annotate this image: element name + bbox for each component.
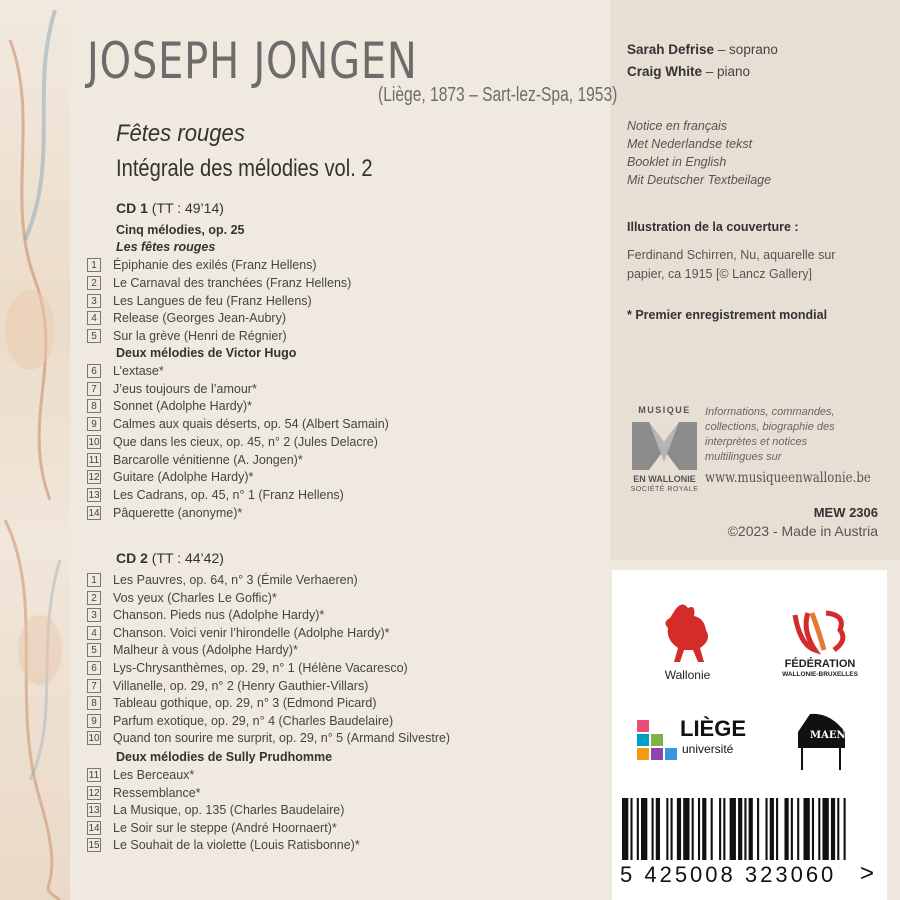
track-number: 9	[87, 417, 101, 431]
track-number: 15	[88, 840, 100, 852]
label-info: Informations, commandes, collections, biographie des interprètes et notices multilingues sur	[705, 406, 835, 463]
track-title: Chanson. Voici venir l’hirondelle (Adolphe Hardy)*	[113, 625, 390, 640]
barcode-arrow: >	[860, 860, 875, 887]
barcode	[622, 798, 852, 860]
performer-1	[627, 42, 778, 57]
notice-fr: Notice en français	[627, 119, 728, 133]
performer-1-role: – soprano	[714, 42, 778, 57]
notice-nl: Met Nederlandse tekst	[627, 137, 753, 151]
illustration-heading: Illustration de la couverture :	[627, 220, 799, 234]
track-title: Parfum exotique, op. 29, n° 4 (Charles Baudelaire)	[113, 713, 394, 728]
track-title: Vos yeux (Charles Le Goffic)*	[113, 590, 277, 605]
track-number: 14	[88, 507, 100, 519]
performer-1-name: Sarah Defrise	[627, 42, 715, 57]
track-title: Sur la grève (Henri de Régnier)	[113, 329, 287, 344]
track-title: Sonnet (Adolphe Hardy)*	[113, 399, 252, 414]
track-number: 14	[88, 822, 100, 834]
track-title: Release (Georges Jean-Aubry)	[113, 311, 286, 326]
illustration-line1: Ferdinand Schirren, Nu, aquarelle sur	[627, 248, 836, 262]
track-title: Épiphanie des exilés (Franz Hellens)	[113, 258, 317, 272]
track-title: Quand ton sourire me surprit, op. 29, n° 5 (Armand Silvestre)	[113, 731, 451, 746]
track-title: Calmes aux quais déserts, op. 54 (Albert Samain)	[113, 417, 389, 432]
mw-logo-bottom: EN WALLONIE	[633, 474, 696, 484]
track-title: Ressemblance*	[113, 785, 201, 800]
cd2-heading	[116, 550, 224, 566]
track-title: Les Cadrans, op. 45, n° 1 (Franz Hellens)	[113, 487, 344, 502]
track-title: Barcarolle vénitienne (A. Jongen)*	[113, 452, 303, 467]
liege-university-icon	[637, 720, 677, 760]
illustration-line2: papier, ca 1915 [© Lancz Gallery]	[627, 267, 813, 281]
track-number: 12	[88, 787, 100, 799]
album-subtitle: Intégrale des mélodies vol. 2	[116, 155, 373, 182]
track-number: 3	[87, 608, 101, 622]
notice-en: Booklet in English	[627, 155, 727, 169]
track-number: 11	[88, 770, 100, 781]
cd1-duration: (TT : 49’14)	[151, 200, 224, 216]
album-title: Fêtes rouges	[116, 120, 245, 147]
track-title: Pâquerette (anonyme)*	[113, 505, 243, 520]
label-url[interactable]: www.musiqueenwallonie.be	[705, 470, 871, 486]
composer-dates: (Liège, 1873 – Sart-lez-Spa, 1953)	[378, 84, 618, 106]
track-number: 5	[87, 329, 101, 343]
musique-en-wallonie-logo	[627, 405, 702, 497]
cd2-label: CD 2	[116, 550, 148, 566]
mw-logo-sub: SOCIÉTÉ ROYALE	[630, 486, 699, 493]
cd1-heading	[116, 200, 224, 216]
track-number: 13	[88, 489, 100, 501]
track-title: Les Langues de feu (Franz Hellens)	[113, 293, 312, 308]
track-title: Guitare (Adolphe Hardy)*	[113, 470, 254, 485]
track-number: 6	[87, 661, 101, 675]
track-number: 8	[87, 399, 101, 413]
track-number: 5	[87, 643, 101, 657]
performer-2-role: – piano	[702, 64, 751, 79]
liege-label-2: université	[682, 742, 734, 756]
notice-de: Mit Deutscher Textbeilage	[627, 173, 772, 187]
cd1-label: CD 1	[116, 200, 148, 216]
track-number: 13	[88, 805, 100, 817]
track-title: Le Carnaval des tranchées (Franz Hellens)	[113, 275, 352, 290]
barcode-digits: 5 425008 323060	[620, 862, 837, 887]
track-number: 10	[88, 733, 100, 745]
track-number: 8	[87, 696, 101, 710]
track-number: 1	[87, 258, 101, 272]
track-title: L’extase*	[113, 364, 164, 378]
cover-art-strip	[0, 0, 70, 900]
track-title: La Musique, op. 135 (Charles Baudelaire)	[113, 803, 345, 818]
track-number: 6	[87, 364, 101, 378]
track-number: 10	[88, 436, 100, 448]
performer-2-name: Craig White	[627, 64, 703, 79]
track-title: Les Berceaux*	[113, 768, 195, 782]
track-number: 7	[87, 679, 101, 693]
track-title: J’eus toujours de l’amour*	[113, 381, 257, 396]
track-number: 2	[87, 276, 101, 290]
cd1-section1-subtitle: Les fêtes rouges	[116, 240, 216, 254]
catalog-number: MEW 2306	[813, 505, 878, 520]
watercolor-art	[0, 0, 70, 900]
cd1-section2-title: Deux mélodies de Victor Hugo	[116, 346, 297, 360]
track-title: Que dans les cieux, op. 45, n° 2 (Jules Delacre)	[113, 434, 378, 449]
copyright: ©2023 - Made in Austria	[727, 523, 878, 539]
federation-wb-icon	[790, 605, 850, 655]
track-title: Lys-Chrysanthèmes, op. 29, n° 1 (Hélène Vacaresco)	[113, 661, 408, 675]
track-title: Malheur à vous (Adolphe Hardy)*	[113, 643, 298, 658]
mw-logo-top: MUSIQUE	[638, 405, 691, 415]
wallonie-label: Wallonie	[664, 668, 711, 682]
track-number: 9	[87, 714, 101, 728]
wallonie-rooster-icon	[660, 600, 715, 665]
premiere-note: * Premier enregistrement mondial	[627, 308, 828, 322]
federation-label-1: FÉDÉRATION	[784, 658, 856, 670]
track-title: Tableau gothique, op. 29, n° 3 (Edmond Picard)	[113, 696, 377, 711]
track-number: 4	[87, 311, 101, 325]
cd2-section-title: Deux mélodies de Sully Prudhomme	[116, 750, 333, 764]
track-title: Chanson. Pieds nus (Adolphe Hardy)*	[113, 608, 325, 623]
piano-icon	[790, 712, 850, 772]
track-number: 11	[88, 454, 100, 466]
mw-emblem-icon	[627, 417, 702, 475]
track-number: 4	[87, 626, 101, 640]
cd2-duration: (TT : 44’42)	[151, 550, 224, 566]
federation-label-2: WALLONIE-BRUXELLES	[782, 671, 858, 678]
track-number: 3	[87, 294, 101, 308]
track-title: Villanelle, op. 29, n° 2 (Henry Gauthier-Villars)	[113, 678, 369, 693]
cd1-section1-title: Cinq mélodies, op. 25	[116, 223, 245, 237]
track-title: Les Pauvres, op. 64, n° 3 (Émile Verhaeren)	[113, 573, 358, 587]
track-number: 12	[88, 472, 100, 484]
track-number: 7	[87, 382, 101, 396]
liege-label-1: LIÈGE	[680, 716, 747, 741]
maene-label: MAENE	[810, 730, 854, 741]
composer-name: JOSEPH JONGEN	[87, 32, 418, 90]
track-title: Le Soir sur le steppe (André Hoornaert)*	[113, 820, 337, 835]
track-number: 1	[87, 573, 101, 587]
track-number: 2	[87, 591, 101, 605]
performer-2	[627, 64, 750, 79]
track-title: Le Souhait de la violette (Louis Ratisbonne)*	[113, 838, 360, 853]
